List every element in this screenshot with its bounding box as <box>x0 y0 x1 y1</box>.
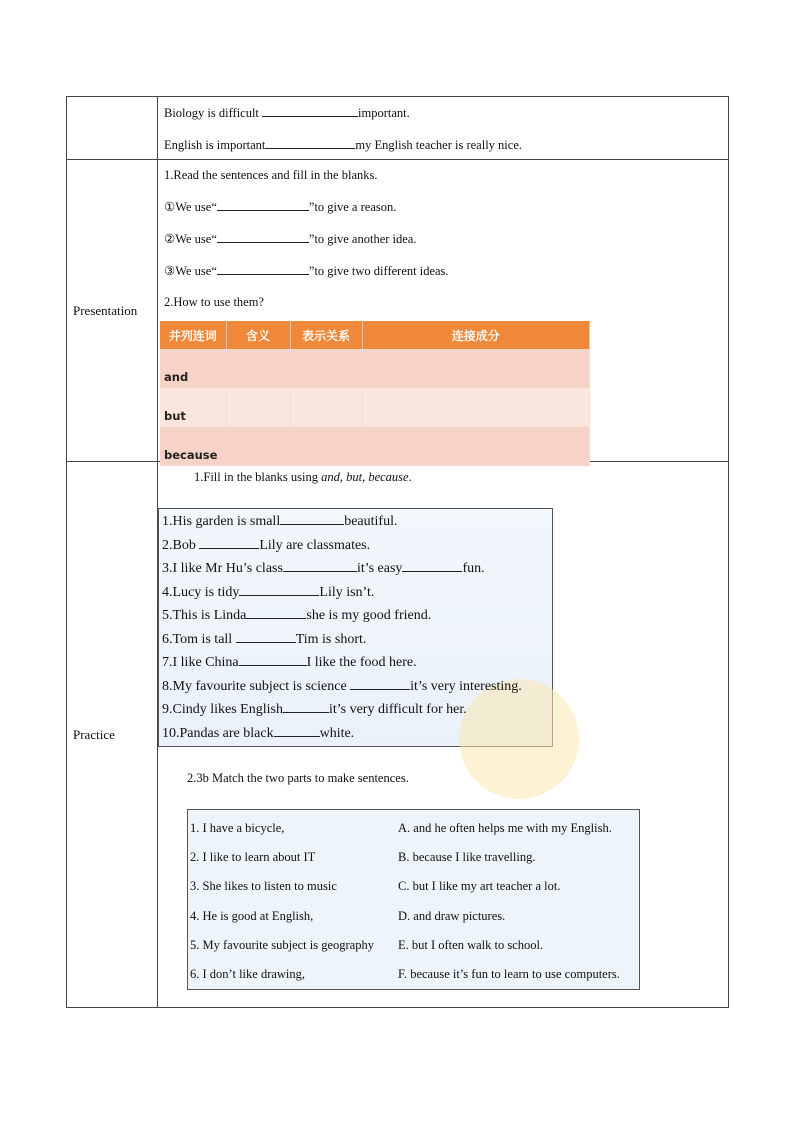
presentation-item-3 <box>164 263 728 279</box>
text-fragment: fun. <box>462 561 485 576</box>
text-fragment: Lily isn’t. <box>319 585 375 600</box>
practice-question-2: 2.3b Match the two parts to make sentences. <box>187 771 409 785</box>
presentation-item-2 <box>164 231 728 247</box>
exercise-line <box>162 654 417 671</box>
text-fragment: 1.His garden is small <box>162 514 281 529</box>
empty-label-cell <box>67 97 158 160</box>
intro-line-2 <box>164 137 728 153</box>
table-row-intro <box>67 97 729 160</box>
text-fragment: she is my good friend. <box>306 608 432 623</box>
text-fragment: 7.I like China <box>162 655 239 670</box>
grammar-cell[interactable] <box>362 349 590 388</box>
presentation-item-1 <box>164 199 728 215</box>
grammar-cell[interactable] <box>290 427 362 466</box>
text-fragment: 2.Bob <box>162 538 200 553</box>
exercise-line <box>162 725 354 742</box>
practice-question-1 <box>194 470 728 485</box>
blank-line[interactable] <box>239 654 307 666</box>
blank-line[interactable] <box>217 199 309 211</box>
exercise-line <box>162 678 522 695</box>
blank-line[interactable] <box>265 137 355 149</box>
match-left-item[interactable]: 4. He is good at English, <box>190 909 314 923</box>
match-right-item[interactable]: A. and he often helps me with my English. <box>398 821 612 835</box>
text-fragment: white. <box>319 726 355 741</box>
match-left-item[interactable]: 3. She likes to listen to music <box>190 879 337 893</box>
intro-line-1 <box>164 105 728 121</box>
intro-content-cell <box>158 97 729 160</box>
grammar-cell[interactable] <box>290 388 362 427</box>
grammar-header: 含义 <box>226 321 290 349</box>
grammar-row <box>160 349 590 388</box>
grammar-row <box>160 427 590 466</box>
text-fragment: 4.Lucy is tidy <box>162 585 240 600</box>
presentation-question-1: 1.Read the sentences and fill in the blanks. <box>164 168 378 182</box>
text-fragment: . <box>408 470 412 484</box>
blank-line[interactable] <box>217 231 309 243</box>
exercise-line <box>162 584 374 601</box>
match-left-item[interactable]: 6. I don’t like drawing, <box>190 967 306 981</box>
grammar-header: 并列连词 <box>160 321 226 349</box>
exercise-box-match <box>187 809 640 990</box>
text-fragment: it’s very interesting. <box>410 679 522 694</box>
text-fragment: my English teacher is really nice. <box>355 138 522 152</box>
match-left-item[interactable]: 2. I like to learn about IT <box>190 850 316 864</box>
blank-line[interactable] <box>350 678 410 690</box>
text-fragment: 10.Pandas are black <box>162 726 274 741</box>
keyword-list: and, but, because <box>321 470 409 484</box>
grammar-cell[interactable] <box>226 427 290 466</box>
presentation-question-2: 2.How to use them? <box>164 295 264 309</box>
exercise-line <box>162 513 397 530</box>
grammar-cell[interactable] <box>226 349 290 388</box>
text-fragment: 5.This is Linda <box>162 608 247 623</box>
text-fragment: English is important <box>164 138 266 152</box>
grammar-table <box>160 321 590 466</box>
text-fragment: ”to give two different ideas. <box>308 264 449 278</box>
presentation-label: Presentation <box>67 160 158 462</box>
match-right-item[interactable]: C. but I like my art teacher a lot. <box>398 879 561 893</box>
text-fragment: Biology is difficult <box>164 106 263 120</box>
grammar-cell[interactable] <box>362 427 590 466</box>
exercise-line <box>162 631 366 648</box>
text-fragment: it’s easy <box>356 561 403 576</box>
blank-line[interactable] <box>246 607 306 619</box>
blank-line[interactable] <box>402 560 462 572</box>
blank-line[interactable] <box>283 701 329 713</box>
text-fragment: ①We use“ <box>164 200 217 214</box>
text-fragment: 9.Cindy likes English <box>162 702 283 717</box>
text-fragment: it’s very difficult for her. <box>328 702 467 717</box>
match-right-item[interactable]: F. because it’s fun to learn to use computers. <box>398 967 620 981</box>
grammar-conjunction: but <box>160 388 226 427</box>
match-left-item[interactable]: 1. I have a bicycle, <box>190 821 285 835</box>
exercise-line <box>162 560 485 577</box>
match-right-item[interactable]: B. because I like travelling. <box>398 850 536 864</box>
text-fragment: I like the food here. <box>306 655 417 670</box>
text-fragment: Lily are classmates. <box>259 538 371 553</box>
grammar-row <box>160 388 590 427</box>
grammar-header: 连接成分 <box>362 321 590 349</box>
blank-line[interactable] <box>274 725 320 737</box>
text-fragment: Tim is short. <box>295 632 367 647</box>
grammar-cell[interactable] <box>362 388 590 427</box>
text-fragment: ②We use“ <box>164 232 217 246</box>
exercise-line <box>162 701 467 718</box>
practice-label: Practice <box>67 462 158 1008</box>
blank-line[interactable] <box>217 263 309 275</box>
grammar-conjunction: and <box>160 349 226 388</box>
text-fragment: beautiful. <box>344 514 398 529</box>
text-fragment: 6.Tom is tall <box>162 632 236 647</box>
blank-line[interactable] <box>280 513 344 525</box>
blank-line[interactable] <box>199 537 259 549</box>
grammar-cell[interactable] <box>226 388 290 427</box>
text-fragment: ③We use“ <box>164 264 217 278</box>
match-right-item[interactable]: E. but I often walk to school. <box>398 938 544 952</box>
grammar-conjunction: because <box>160 427 226 466</box>
text-fragment: important. <box>358 106 410 120</box>
match-right-item[interactable]: D. and draw pictures. <box>398 909 506 923</box>
grammar-cell[interactable] <box>290 349 362 388</box>
text-fragment: 3.I like Mr Hu’s class <box>162 561 283 576</box>
text-fragment: ”to give a reason. <box>308 200 397 214</box>
blank-line[interactable] <box>239 584 319 596</box>
exercise-line <box>162 537 370 554</box>
blank-line[interactable] <box>262 105 358 117</box>
grammar-header: 表示关系 <box>290 321 362 349</box>
exercise-line <box>162 607 431 624</box>
text-fragment: 8.My favourite subject is science <box>162 679 351 694</box>
text-fragment: 1.Fill in the blanks using <box>194 470 322 484</box>
match-left-item[interactable]: 5. My favourite subject is geography <box>190 938 374 952</box>
decorative-sun <box>459 679 579 799</box>
text-fragment: ”to give another idea. <box>308 232 417 246</box>
blank-line[interactable] <box>283 560 357 572</box>
grammar-header-row <box>160 321 590 349</box>
blank-line[interactable] <box>236 631 296 643</box>
exercise-box-fill-blanks <box>158 508 553 747</box>
